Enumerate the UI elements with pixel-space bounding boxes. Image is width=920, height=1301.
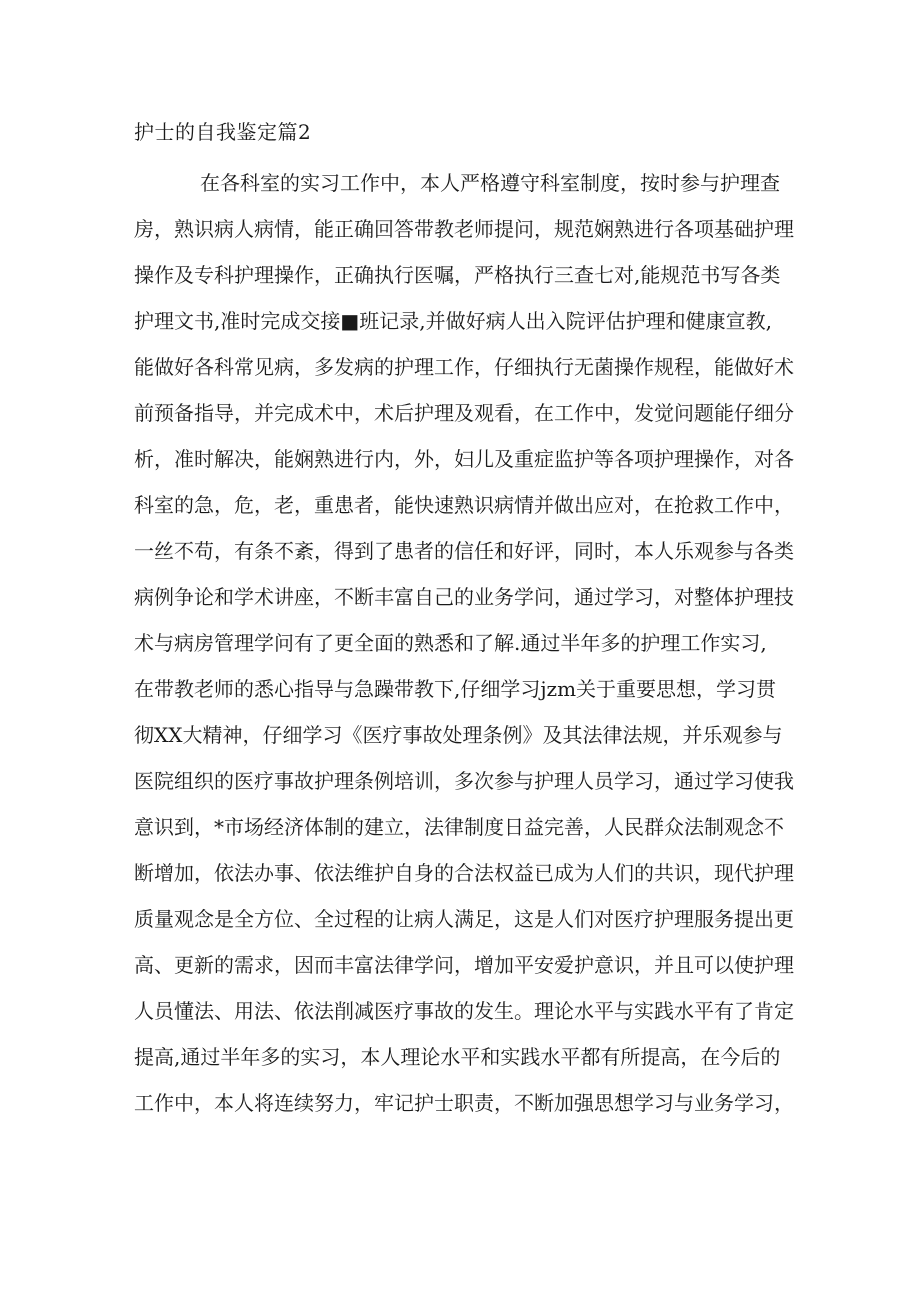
body-line: 病例争论和学术讲座，不断丰富自己的业务学问，通过学习，对整体护理技: [134, 585, 794, 609]
body-line: 在各科室的实习工作中，本人严格遵守科室制度，按时参与护理查: [200, 171, 780, 195]
body-line: 工作中，本人将连续努力，牢记护士职责，不断加强思想学习与业务学习，: [134, 1091, 794, 1115]
body-line: 高、更新的需求，因而丰富法律学问，增加平安爱护意识，并且可以使护理: [134, 953, 794, 977]
body-line: 在带教老师的悉心指导与急躁带教下,仔细学习jzm关于重要思想，学习贯: [134, 677, 777, 701]
body-line: 提高,通过半年多的实习，本人理论水平和实践水平都有所提高，在今后的: [134, 1045, 781, 1069]
body-line: 前预备指导，并完成术中，术后护理及观看，在工作中，发觉问题能仔细分: [134, 401, 794, 425]
body-line: 操作及专科护理操作，正确执行医嘱，严格执行三查七对,能规范书写各类: [134, 263, 781, 287]
body-line: 一丝不苟，有条不紊，得到了患者的信任和好评，同时，本人乐观参与各类: [134, 539, 794, 563]
document-title: 护士的自我鉴定篇2: [134, 120, 312, 144]
body-line: 意识到，*市场经济体制的建立，法律制度日益完善，人民群众法制观念不: [134, 815, 784, 839]
body-line: 科室的急，危，老，重患者，能快速熟识病情并做出应对，在抢救工作中，: [134, 493, 794, 517]
body-line: 术与病房管理学问有了更全面的熟悉和了解.通过半年多的护理工作实习,: [134, 631, 767, 655]
body-line: 人员懂法、用法、依法削减医疗事故的发生。理论水平与实践水平有了肯定: [134, 999, 794, 1023]
body-line: 护理文书,准时完成交接■班记录,并做好病人出入院评估护理和健康宣教,: [134, 309, 772, 333]
body-line: 析，准时解决，能娴熟进行内，外，妇儿及重症监护等各项护理操作，对各: [134, 447, 794, 471]
body-line: 彻XX大精神，仔细学习《医疗事故处理条例》及其法律法规，并乐观参与: [134, 723, 783, 747]
body-line: 医院组织的医疗事故护理条例培训，多次参与护理人员学习，通过学习使我: [134, 769, 794, 793]
body-line: 能做好各科常见病，多发病的护理工作，仔细执行无菌操作规程，能做好术: [134, 355, 794, 379]
body-line: 质量观念是全方位、全过程的让病人满足，这是人们对医疗护理服务提出更: [134, 907, 794, 931]
body-line: 房，熟识病人病情，能正确回答带教老师提问，规范娴熟进行各项基础护理: [134, 217, 794, 241]
body-line: 断增加，依法办事、依法维护自身的合法权益已成为人们的共识，现代护理: [134, 861, 794, 885]
